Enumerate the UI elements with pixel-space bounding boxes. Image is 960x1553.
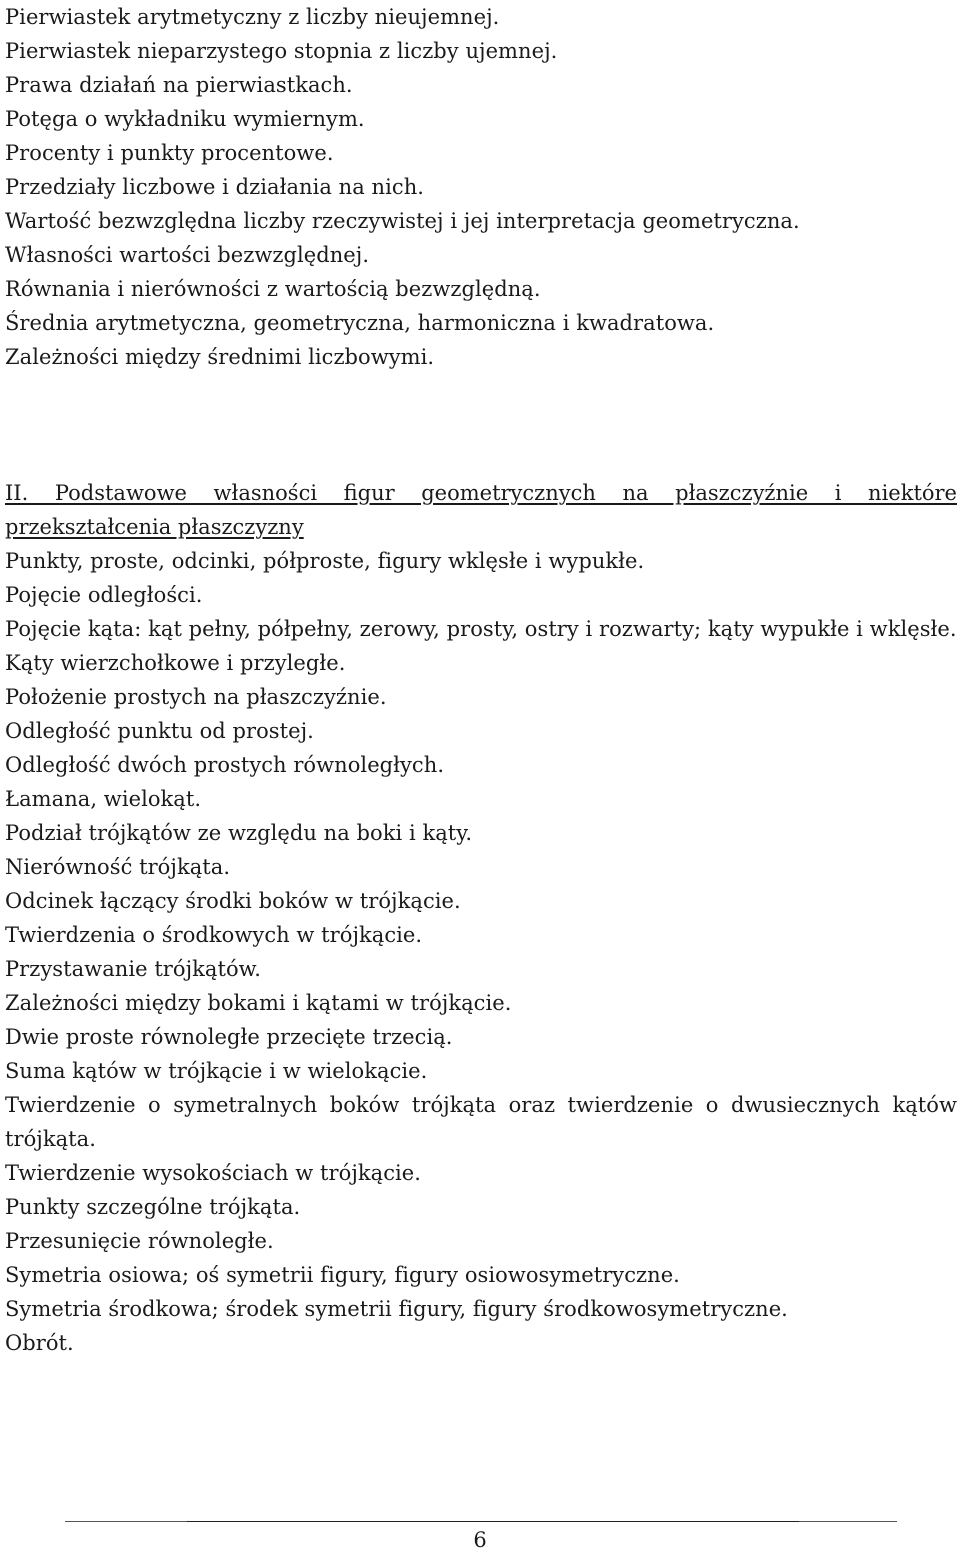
list-item: Wartość bezwzględna liczby rzeczywistej i jej interpretacja geometryczna. [5, 209, 800, 233]
list-item: Zależności między bokami i kątami w trójkącie. [5, 991, 512, 1015]
list-item: Odcinek łączący środki boków w trójkącie. [5, 889, 461, 913]
list-item: Suma kątów w trójkącie i w wielokącie. [5, 1059, 428, 1083]
list-item: Punkty szczególne trójkąta. [5, 1195, 301, 1219]
footer-rule-thick [187, 1521, 799, 1522]
list-item: Położenie prostych na płaszczyźnie. [5, 685, 387, 709]
list-item: Przesunięcie równoległe. [5, 1229, 274, 1253]
list-item: Twierdzenia o środkowych w trójkącie. [5, 923, 423, 947]
list-item: Pojęcie kąta: kąt pełny, półpełny, zerowy, prosty, ostry i rozwarty; kąty wypukłe i wklęsłe. [5, 617, 957, 641]
page-number: 6 [473, 1528, 487, 1552]
list-item: Obrót. [5, 1331, 74, 1355]
list-item: Kąty wierzchołkowe i przyległe. [5, 651, 346, 675]
list-item: Twierdzenie o symetralnych boków trójkąta oraz twierdzenie o dwusiecznych kątów trójkąta. [5, 1093, 957, 1151]
list-item: Procenty i punkty procentowe. [5, 141, 334, 165]
document-content [5, 0, 957, 1360]
list-item: Symetria środkowa; środek symetrii figury, figury środkowosymetryczne. [5, 1297, 788, 1321]
list-item: Własności wartości bezwzględnej. [5, 243, 370, 267]
list-item: Prawa działań na pierwiastkach. [5, 73, 353, 97]
list-item: Zależności między średnimi liczbowymi. [5, 345, 435, 369]
list-item: Średnia arytmetyczna, geometryczna, harmoniczna i kwadratowa. [5, 311, 715, 335]
list-item: Przystawanie trójkątów. [5, 957, 261, 981]
list-item: Odległość dwóch prostych równoległych. [5, 753, 445, 777]
list-item: Twierdzenie wysokościach w trójkącie. [5, 1161, 422, 1185]
list-item: Pierwiastek nieparzystego stopnia z liczby ujemnej. [5, 39, 558, 63]
list-item: Przedziały liczbowe i działania na nich. [5, 175, 424, 199]
list-item: Nierówność trójkąta. [5, 855, 231, 879]
list-item: Symetria osiowa; oś symetrii figury, figury osiowosymetryczne. [5, 1263, 680, 1287]
list-item: Punkty, proste, odcinki, półproste, figury wklęsłe i wypukłe. [5, 549, 645, 573]
list-item: Łamana, wielokąt. [5, 787, 202, 811]
footer-rule [65, 1521, 897, 1522]
list-item: Pojęcie odległości. [5, 583, 203, 607]
section-heading: II. Podstawowe własności figur geometrycznych na płaszczyźnie i niektóre przekształcenia płaszczyzny [5, 481, 957, 539]
list-item: Potęga o wykładniku wymiernym. [5, 107, 365, 131]
list-item: Pierwiastek arytmetyczny z liczby nieujemnej. [5, 5, 500, 29]
list-item: Dwie proste równoległe przecięte trzecią. [5, 1025, 453, 1049]
list-item: Równania i nierówności z wartością bezwzględną. [5, 277, 541, 301]
list-item: Podział trójkątów ze względu na boki i kąty. [5, 821, 473, 845]
list-item: Odległość punktu od prostej. [5, 719, 314, 743]
section-spacer [5, 374, 957, 476]
